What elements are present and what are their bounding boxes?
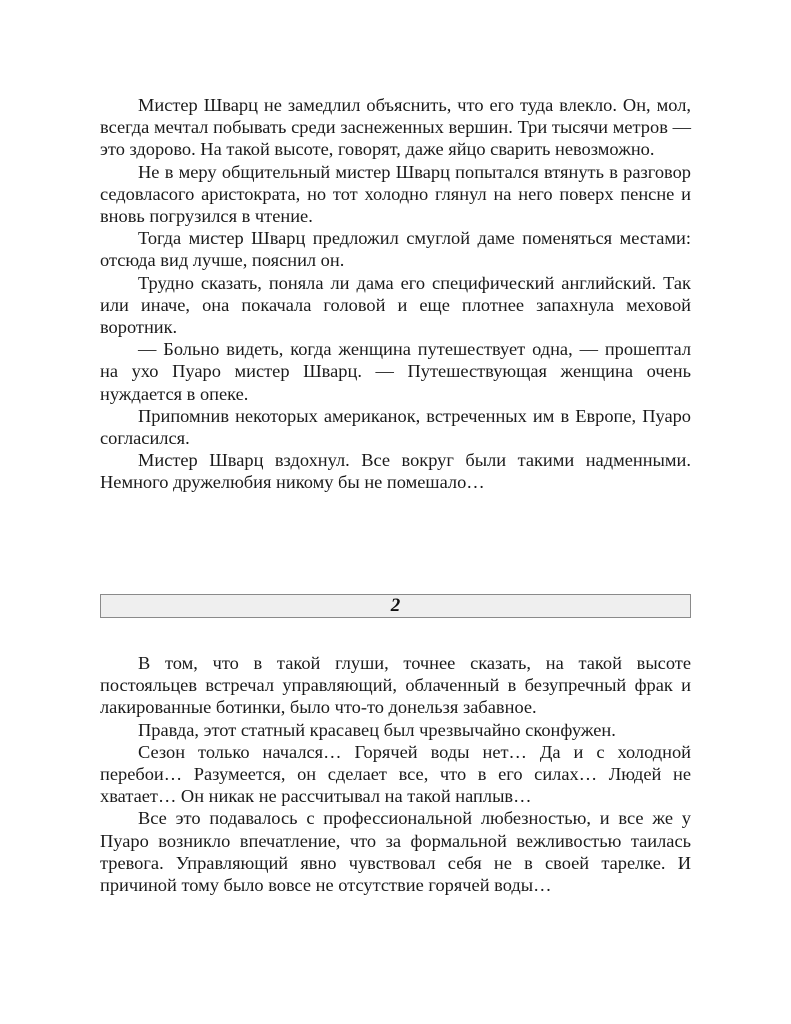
paragraph: Припомнив некоторых американок, встреченных им в Европе, Пуаро согласился. <box>100 405 691 449</box>
paragraph: Не в меру общительный мистер Шварц попытался втянуть в разговор седовласого аристократа, но тот холодно глянул на него поверх пенсне и вновь погрузился в чтение. <box>100 161 691 227</box>
paragraph: В том, что в такой глуши, точнее сказать, на такой высоте постояльцев встречал управляющий, облаченный в безупречный фрак и лакированные ботинки, было что-то донельзя забавное. <box>100 653 691 718</box>
paragraph: Тогда мистер Шварц предложил смуглой даме поменяться местами: отсюда вид лучше, пояснил он. <box>100 228 691 271</box>
chapter-heading <box>100 594 691 618</box>
paragraph: Все это подавалось с профессиональной любезностью, и все же у Пуаро возникло впечатление, что за формальной вежливостью таилась тревога. Управляющий явно чувствовал себя не в своей тарелке. И причиной тому было вовсе не отсутствие горячей воды… <box>100 808 691 896</box>
section-2-text <box>100 652 691 896</box>
paragraph: Сезон только начался… Горячей воды нет… Да и с холодной перебои… Разумеется, он сделает все, что в его силах… Людей не хватает… Он никак не рассчитывал на такой наплыв… <box>100 741 691 807</box>
paragraph: Мистер Шварц вздохнул. Все вокруг были такими надменными. Немного дружелюбия никому бы не помешало… <box>100 450 691 493</box>
paragraph: Правда, этот статный красавец был чрезвычайно сконфужен. <box>138 719 616 740</box>
paragraph: Мистер Шварц не замедлил объяснить, что его туда влекло. Он, мол, всегда мечтал побывать среди заснеженных вершин. Три тысячи метров — это здорово. На такой высоте, говорят, даже яйцо сварить невозможно. <box>100 95 691 160</box>
paragraph: Трудно сказать, поняла ли дама его специфический английский. Так или иначе, она покачала головой и еще плотнее запахнула меховой воротник. <box>100 272 691 338</box>
section-1-text <box>100 94 691 494</box>
paragraph: — Больно видеть, когда женщина путешествует одна, — прошептал на ухо Пуаро мистер Шварц. — Путешествующая женщина очень нуждается в опеке. <box>100 339 691 404</box>
chapter-number: 2 <box>390 595 401 616</box>
